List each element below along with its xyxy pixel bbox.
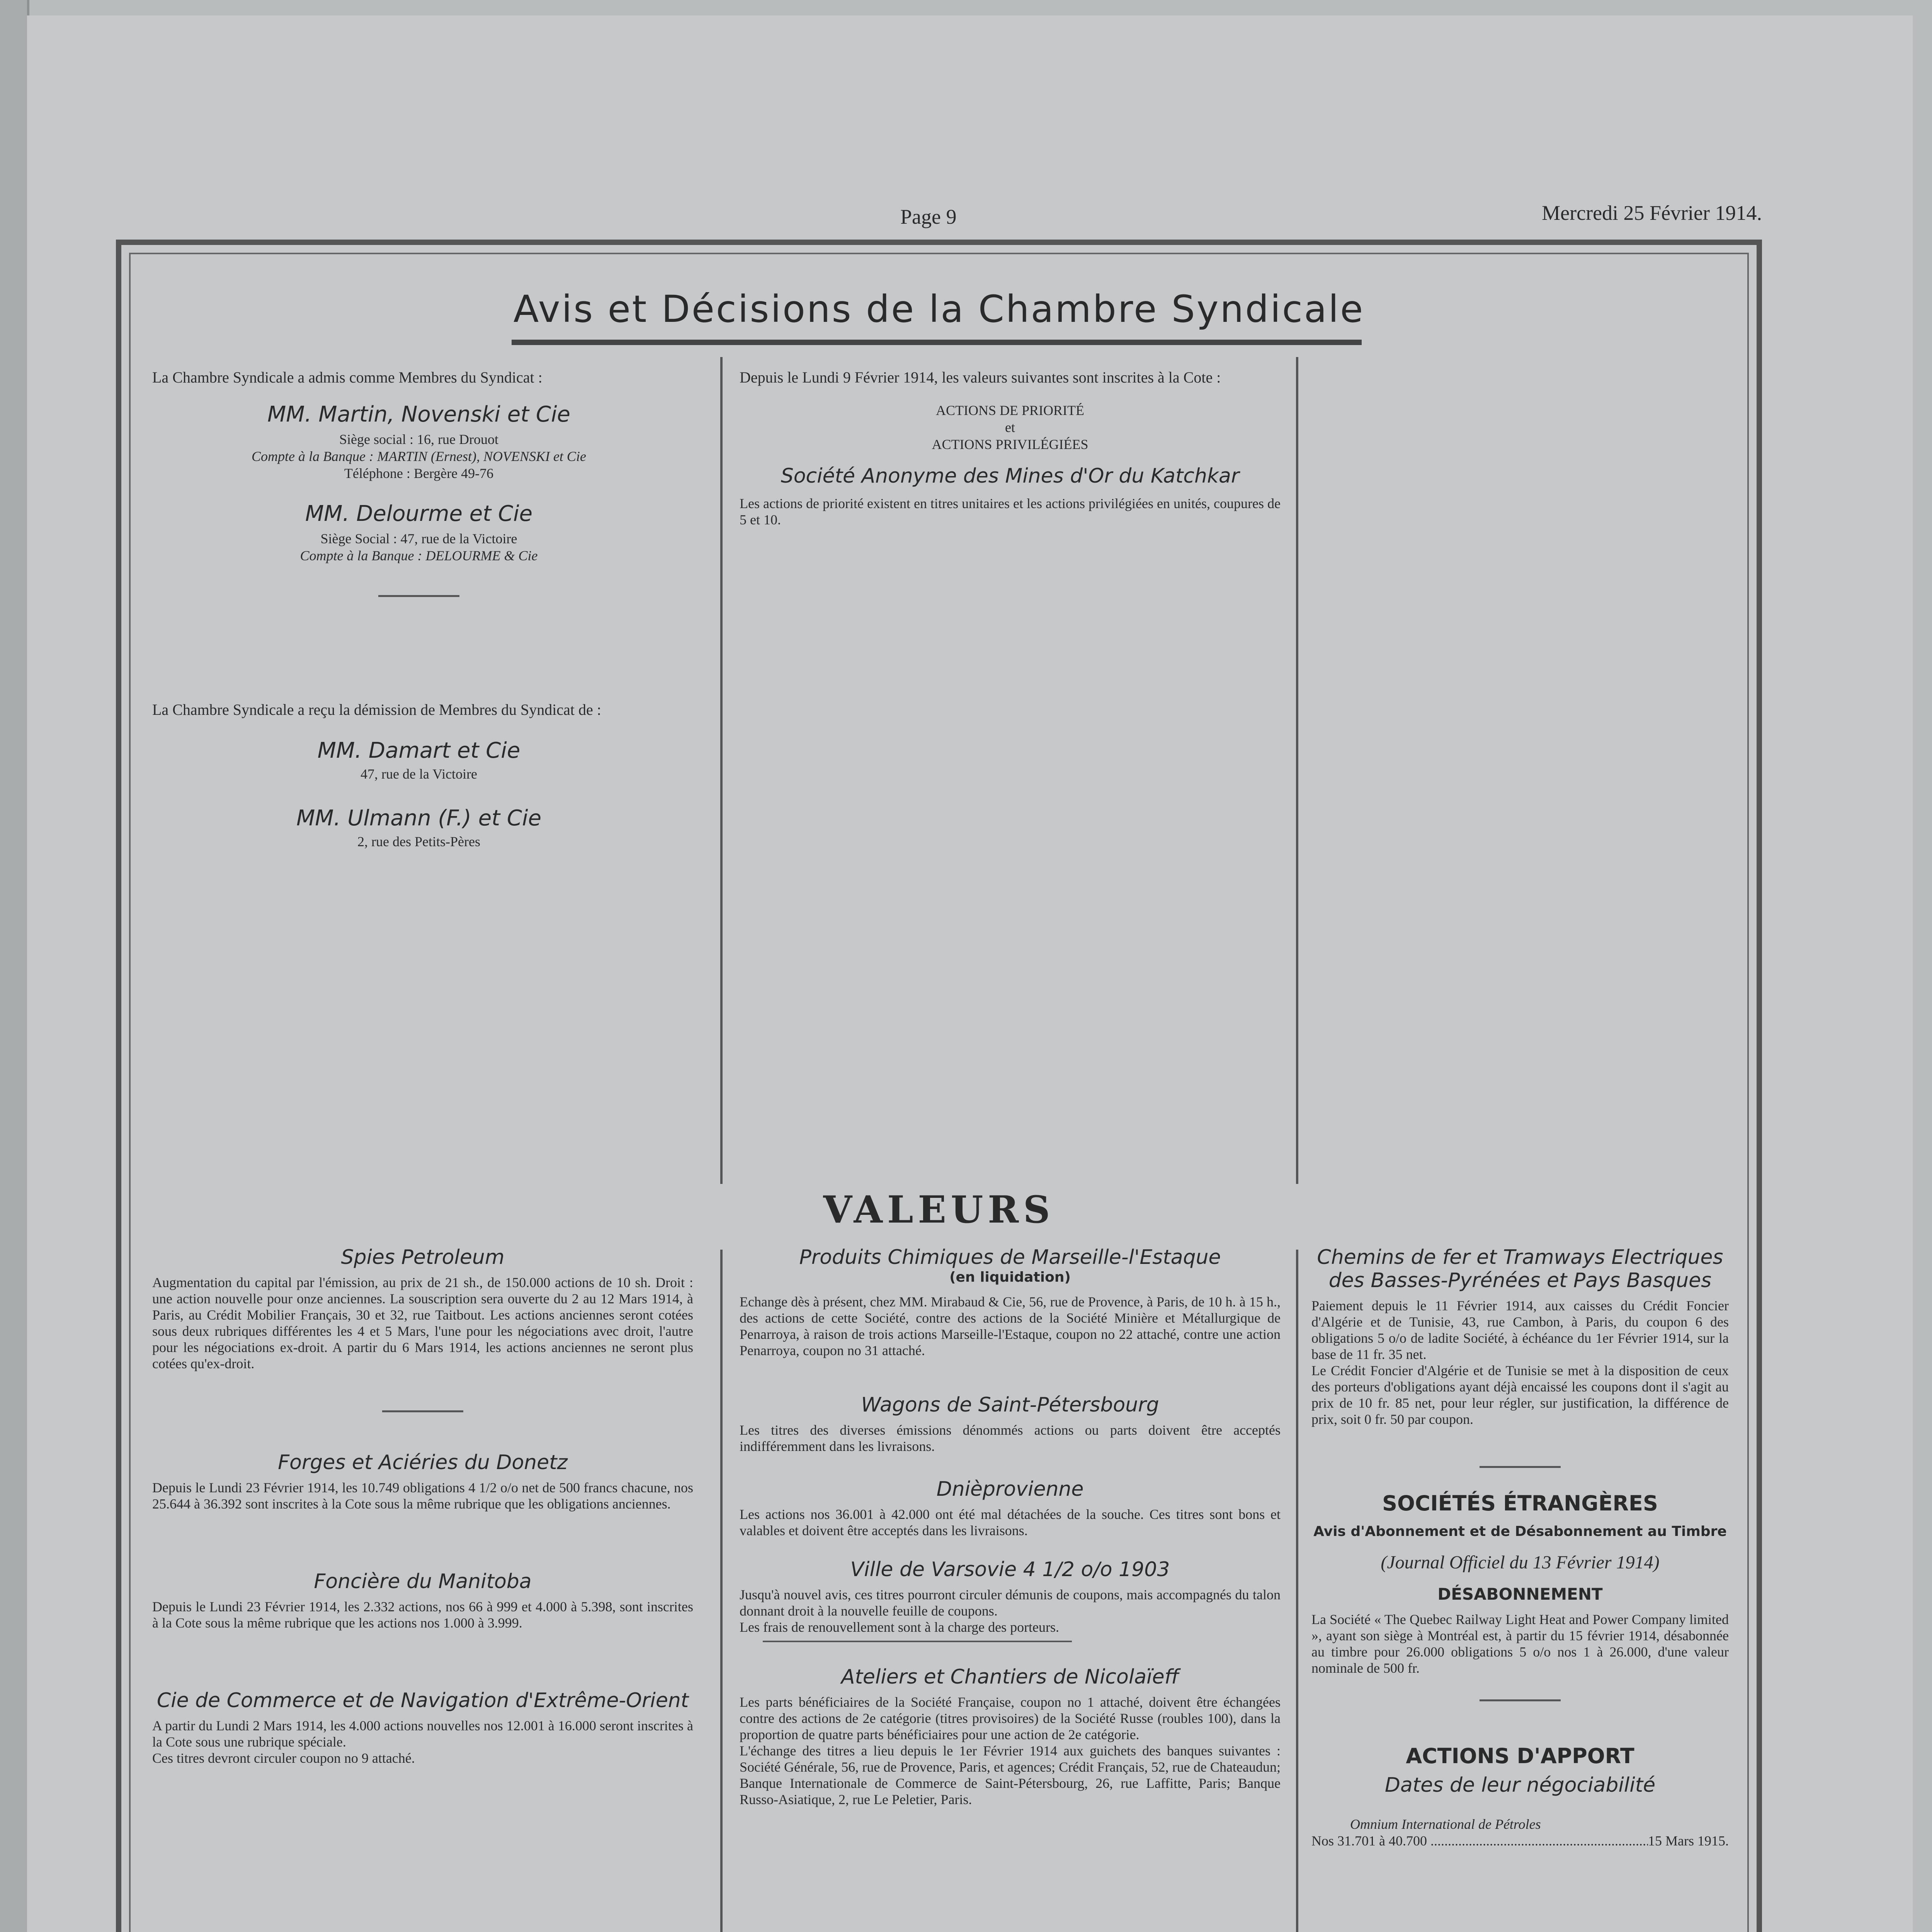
dnie-title: Dnièprovienne [936,1478,1084,1501]
column-rule [720,1250,723,1932]
chemins-text-2: Le Crédit Foncier d'Algérie et de Tunisie se met à la disposition de ceux des porteurs d'obligations ayant déjà encaissé les coupons dont il s'agit au prix de 10 fr. 85 net, pour leur régler, sur justification, la différence de prix, soit 0 fr. 50 par coupon. [1311,1363,1729,1427]
apport-sub: Dates de leur négociabilité [1384,1774,1656,1797]
apport-date: 15 Mars 1915. [1648,1833,1729,1849]
apport-title: ACTIONS D'APPORT [1406,1744,1634,1768]
nicolaieff-text-2: L'échange des titres a lieu depuis le 1er Février 1914 aux guichets des banques suivantes : Société Générale, 56, rue de Provence, Paris, et agences; Crédit Français, 52, rue de Chateaudun; Banque Internationale de Commerce de Saint-Pétersbourg, 26, rue Laffitte, Paris; Banque Russo-Asiatique, 2, rue Le Peletier, Paris. [740,1743,1281,1807]
cie-text: A partir du Lundi 2 Mars 1914, les 4.000 actions nouvelles nos 12.001 à 16.000 seront inscrites à la Cote sous une rubrique spéciale. [152,1718,693,1750]
dnie-text: Les actions nos 36.001 à 42.000 ont été mal détachées de la souche. Ces titres sont bons et valables et doivent être acceptés dans les livraisons. [740,1507,1281,1538]
member-address: 2, rue des Petits-Pères [357,834,480,849]
valeurs-title: VALEURS [823,1188,1055,1231]
wagons-text: Les titres des diverses émissions dénommés actions ou parts doivent être acceptés indifféremment dans les livraisons. [740,1422,1281,1454]
inscriptions-intro: Depuis le Lundi 9 Février 1914, les valeurs suivantes sont inscrites à la Cote : [740,369,1221,386]
admissions-intro: La Chambre Syndicale a admis comme Membres du Syndicat : [152,369,543,386]
heading-and: et [1005,420,1015,435]
valeurs-col-3 [1311,1246,1729,1849]
admissions-section [152,369,685,597]
column-rule [1296,357,1298,1184]
divider [378,595,459,597]
divider [382,1410,463,1412]
member-name: MM. Damart et Cie [317,738,520,763]
column-rule [720,357,723,1184]
varsovie-text-2: Les frais de renouvellement sont à la charge des porteurs. [740,1619,1060,1635]
etrangeres-journal: (Journal Officiel du 13 Février 1914) [1381,1552,1660,1573]
apport-row [1311,1832,1729,1849]
chemins-title: Chemins de fer et Tramways Electriques des Basses-Pyrénées et Pays Basques [1317,1246,1723,1292]
nicolaieff-text: Les parts bénéficiaires de la Société Française, coupon no 1 attaché, doivent être échangées contre des actions de 2e catégorie (titres provisoires) de la Société Russe (roubles 100), dans la proportion de quatre parts bénéficiaires pour une action de 2e catégorie. [740,1694,1281,1742]
title-underline [512,340,1362,345]
apport-company: Omnium International de Pétroles [1350,1816,1541,1832]
content-frame [116,240,1762,1932]
inscriptions-text: Les actions de priorité existent en titres unitaires et les actions privilégiées en unités, coupures de 5 et 10. [740,496,1281,527]
wagons-title: Wagons de Saint-Pétersbourg [861,1393,1159,1417]
etrangeres-desabonnement: DÉSABONNEMENT [1437,1585,1603,1604]
manitoba-text: Depuis le Lundi 23 Février 1914, les 2.332 actions, nos 66 à 999 et 4.000 à 5.398, sont inscrites à la Cote sous la même rubrique que les actions nos 1.000 à 3.999. [152,1599,693,1631]
nicolaieff-title: Ateliers et Chantiers de Nicolaïeff [841,1665,1179,1689]
member-bank: Compte à la Banque : MARTIN (Ernest), NOVENSKI et Cie [252,449,586,464]
produits-text: Echange dès à présent, chez MM. Mirabaud & Cie, 56, rue de Provence, à Paris, de 10 h. à 15 h., des actions de cette Société, contre des actions de la Société Minière et Métallurgique de Penarroya, à raison de trois actions Marseille-l'Estaque, coupon no 22 attaché, contre une action Penarroya, coupon no 31 attaché. [740,1294,1281,1358]
page-number: Page 9 [900,205,957,228]
binding-fold [0,0,29,1932]
page-title: Avis et Décisions de la Chambre Syndicale [513,287,1365,331]
cie-title: Cie de Commerce et de Navigation d'Extrême-Orient [156,1689,689,1712]
etrangeres-sub: Avis d'Abonnement et de Désabonnement au Timbre [1313,1524,1727,1539]
spies-title: Spies Petroleum [341,1246,505,1269]
manitoba-title: Foncière du Manitoba [314,1570,532,1593]
page-header [116,197,1762,232]
demissions-intro: La Chambre Syndicale a reçu la démission de Membres du Syndicat de : [152,701,601,718]
company-name: Société Anonyme des Mines d'Or du Katchkar [781,464,1240,488]
etrangeres-title: SOCIÉTÉS ÉTRANGÈRES [1382,1491,1658,1515]
member-name: MM. Ulmann (F.) et Cie [296,806,542,831]
divider [1480,1466,1561,1468]
valeurs-col-1 [152,1246,693,1766]
heading-privileged: ACTIONS PRIVILÉGIÉES [932,437,1088,452]
produits-sub: (en liquidation) [949,1269,1071,1285]
heading-priority: ACTIONS DE PRIORITÉ [936,403,1084,418]
newspaper-page [27,15,1913,1932]
divider [763,1641,1072,1642]
member-name: MM. Martin, Novenski et Cie [267,402,571,427]
varsovie-text: Jusqu'à nouvel avis, ces titres pourront circuler démunis de coupons, mais accompagnés du talon donnant droit à la nouvelle feuille de coupons. [740,1587,1281,1619]
member-address: Siège social : 16, rue Drouot [339,432,498,447]
spies-text: Augmentation du capital par l'émission, au prix de 21 sh., de 150.000 actions de 10 sh. Droit : une action nouvelle pour onze anciennes. La souscription sera ouverte du 2 au 12 Mars 1914, à Paris, au Crédit Mobilier Français, 30 et 32, rue Taitbout. Les actions anciennes seront cotées sous deux rubriques différentes les 4 et 5 Mars, l'une pour les négociations avec droit, l'autre pour les négociations ex-droit. A partir du 6 Mars 1914, les actions anciennes ne seront plus cotées qu'ex-droit. [152,1275,693,1371]
forges-title: Forges et Aciéries du Donetz [278,1451,568,1474]
produits-title: Produits Chimiques de Marseille-l'Estaque [799,1246,1221,1269]
member-bank: Compte à la Banque : DELOURME & Cie [300,548,538,563]
column-rule [1296,1250,1298,1932]
issue-date: Mercredi 25 Février 1914. [1542,201,1762,224]
chemins-text: Paiement depuis le 11 Février 1914, aux caisses du Crédit Foncier d'Algérie et de Tunisie, 43, rue Cambon, à Paris, du coupon 6 des obligations 5 o/o de ladite Société, à échéance du 1er Février 1914, sur la base de 11 fr. 35 net. [1311,1298,1729,1362]
etrangeres-text: La Société « The Quebec Railway Light Heat and Power Company limited », ayant son siège à Montréal est, à partir du 15 février 1914, désabonnée au timbre pour 26.000 obligations 5 o/o nos 1 à 26.000, d'une valeur nominale de 500 fr. [1311,1612,1729,1676]
member-address: 47, rue de la Victoire [360,766,478,782]
forges-text: Depuis le Lundi 23 Février 1914, les 10.749 obligations 4 1/2 o/o net de 500 francs chacune, nos 25.644 à 36.392 sont inscrites à la Cote sous la même rubrique que les obligations anciennes. [152,1480,693,1512]
varsovie-title: Ville de Varsovie 4 1/2 o/o 1903 [850,1558,1170,1581]
member-phone: Téléphone : Bergère 49-76 [344,466,494,481]
demissions-section [152,701,685,850]
member-address: Siège Social : 47, rue de la Victoire [320,531,517,546]
divider [1480,1699,1561,1701]
apport-numbers: Nos 31.701 à 40.700 ..... [1311,1832,1648,1849]
valeurs-col-2 [740,1246,1281,1808]
member-name: MM. Delourme et Cie [305,501,533,526]
inscriptions-section [740,369,1281,528]
cie-text-2: Ces titres devront circuler coupon no 9 attaché. [152,1750,415,1766]
